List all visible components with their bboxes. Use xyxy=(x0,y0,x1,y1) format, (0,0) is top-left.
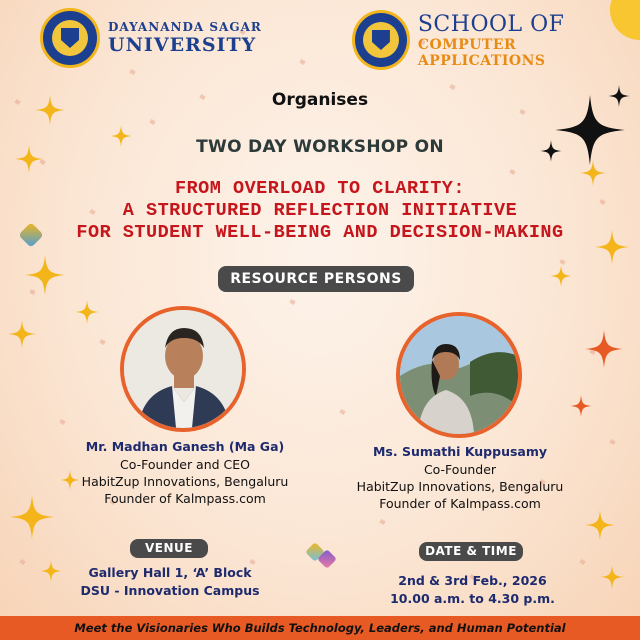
sparkle-icon xyxy=(60,470,80,490)
sparkle-icon xyxy=(550,265,572,287)
venue-line: Gallery Hall 1, ‘A’ Block xyxy=(88,565,252,580)
speaker-role: Co-Founder and CEO xyxy=(119,457,251,472)
speaker-extra: Founder of Kalmpass.com xyxy=(379,496,541,511)
datetime-badge: DATE & TIME xyxy=(419,542,523,561)
organises-text: Organises xyxy=(271,90,369,110)
sparkle-icon xyxy=(585,330,623,368)
venue-badge: VENUE xyxy=(130,539,208,558)
sca-name-line2: COMPUTER APPLICATIONS xyxy=(417,36,546,69)
sparkle-icon xyxy=(570,395,592,417)
resource-persons-badge: RESOURCE PERSONS xyxy=(218,266,414,292)
sparkle-icon xyxy=(585,510,615,540)
speaker-role: Co-Founder xyxy=(423,462,497,477)
workshop-heading: TWO DAY WORKSHOP ON xyxy=(196,137,444,157)
sparkle-icon xyxy=(10,495,54,539)
dsu-name-line1: DAYANANDA SAGAR xyxy=(108,20,262,34)
sparkle-icon xyxy=(600,565,624,589)
speaker-org: HabitZup Innovations, Bengaluru xyxy=(81,474,289,489)
title-line: A STRUCTURED REFLECTION INITIATIVE xyxy=(122,200,518,221)
sca-name-line1: SCHOOL OF xyxy=(417,11,565,37)
venue-line: DSU - Innovation Campus xyxy=(80,583,260,598)
sparkle-icon xyxy=(75,300,99,324)
person-silhouette-icon xyxy=(124,310,242,428)
sca-seal-icon xyxy=(352,10,410,70)
sca-logo xyxy=(352,10,640,70)
speaker-name: Ms. Sumathi Kuppusamy xyxy=(372,444,548,459)
title-line: FOR STUDENT WELL-BEING AND DECISION-MAKING xyxy=(76,222,564,243)
person-silhouette-icon xyxy=(400,316,518,434)
title-line: FROM OVERLOAD TO CLARITY: xyxy=(174,178,466,199)
date-line: 2nd & 3rd Feb., 2026 xyxy=(398,573,547,588)
dsu-name-line2: UNIVERSITY xyxy=(108,34,257,56)
sparkle-icon xyxy=(25,255,65,295)
time-line: 10.00 a.m. to 4.30 p.m. xyxy=(390,591,555,606)
sparkle-icon xyxy=(40,560,62,582)
speaker-org: HabitZup Innovations, Bengaluru xyxy=(356,479,564,494)
speaker-name: Mr. Madhan Ganesh (Ma Ga) xyxy=(85,439,285,454)
footer-banner: Meet the Visionaries Who Builds Technology, Leaders, and Human Potential xyxy=(0,616,640,640)
dsu-seal-icon xyxy=(40,8,100,68)
event-title xyxy=(0,178,640,243)
speaker-photo xyxy=(120,306,246,432)
sparkle-icon xyxy=(8,320,36,348)
dsu-logo xyxy=(40,8,262,68)
speaker-extra: Founder of Kalmpass.com xyxy=(104,491,266,506)
speaker-photo xyxy=(396,312,522,438)
